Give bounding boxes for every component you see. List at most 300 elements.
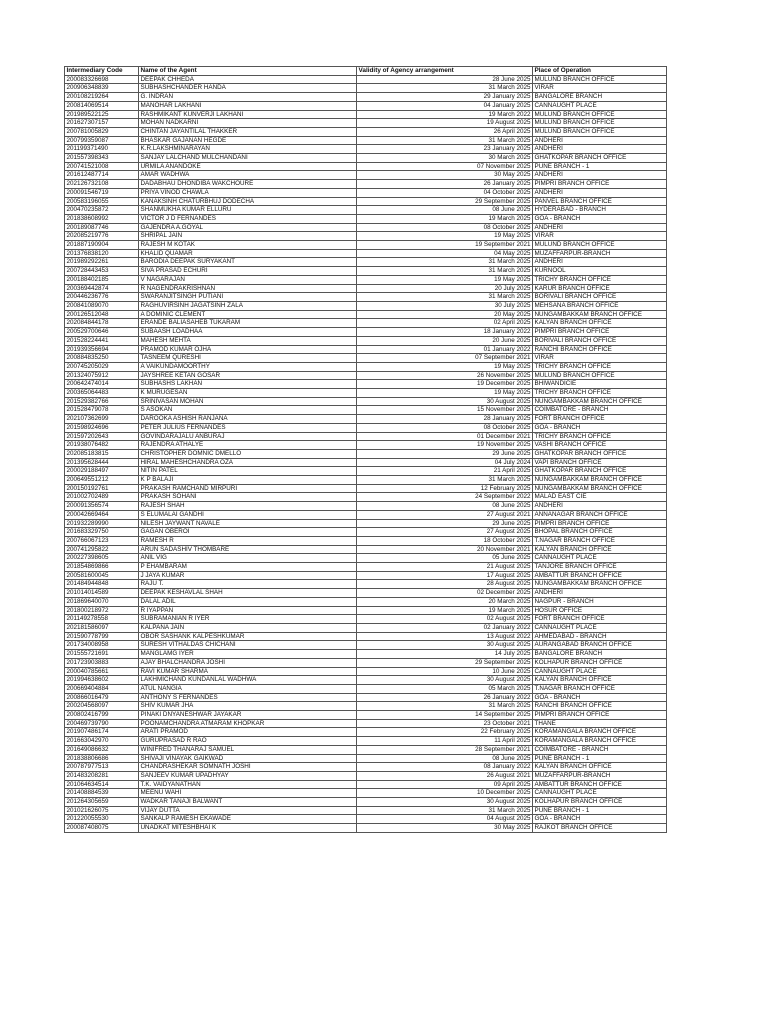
place-of-operation-cell: MULUND BRANCH OFFICE (533, 75, 667, 84)
intermediary-code-cell: 200581600045 (65, 571, 139, 580)
agent-name-cell: KANAKSINH CHATURBHUJ DODECHA (139, 197, 357, 206)
intermediary-code-cell: 201800218972 (65, 606, 139, 615)
intermediary-code-cell: 200188402185 (65, 275, 139, 284)
table-row (65, 119, 667, 128)
agent-name-cell: A VAIKUNDAMOORTHY (139, 362, 357, 371)
table-row (65, 415, 667, 424)
table-row (65, 214, 667, 223)
place-of-operation-cell: KALYAN BRANCH OFFICE (533, 763, 667, 772)
place-of-operation-cell: COIMBATORE - BRANCH (533, 745, 667, 754)
table-row (65, 336, 667, 345)
table-row (65, 737, 667, 746)
table-row (65, 545, 667, 554)
agent-name-cell: ARUN SADASHIV THOMBARE (139, 545, 357, 554)
place-of-operation-cell: TRICHY BRANCH OFFICE (533, 432, 667, 441)
table-row (65, 624, 667, 633)
table-row (65, 658, 667, 667)
validity-cell: 01 December 2021 (357, 432, 533, 441)
validity-cell: 29 September 2025 (357, 658, 533, 667)
agent-name-cell: SRINIVASAN MOHAN (139, 397, 357, 406)
agent-name-cell: KHALID QUAMAR (139, 249, 357, 258)
table-row (65, 223, 667, 232)
table-row (65, 606, 667, 615)
place-of-operation-cell: KORAMANGALA BRANCH OFFICE (533, 737, 667, 746)
place-of-operation-cell: ANDHERI (533, 502, 667, 511)
header-validity: Validity of Agency arrangement (357, 67, 533, 76)
validity-cell: 04 May 2025 (357, 249, 533, 258)
place-of-operation-cell: KOLHAPUR BRANCH OFFICE (533, 658, 667, 667)
place-of-operation-cell: BHOPAL BRANCH OFFICE (533, 528, 667, 537)
table-row (65, 93, 667, 102)
table-row (65, 354, 667, 363)
intermediary-code-cell: 201612487714 (65, 171, 139, 180)
agent-name-cell: SHANMUKHA KUMAR ELLURU (139, 206, 357, 215)
place-of-operation-cell: KOLHAPUR BRANCH OFFICE (533, 798, 667, 807)
agent-name-cell: SUBAASH LOADHAA (139, 328, 357, 337)
validity-cell: 08 June 2025 (357, 502, 533, 511)
validity-cell: 19 May 2025 (357, 389, 533, 398)
validity-cell: 29 September 2025 (357, 197, 533, 206)
validity-cell: 31 March 2025 (357, 476, 533, 485)
validity-cell: 04 July 2024 (357, 458, 533, 467)
table-row (65, 75, 667, 84)
intermediary-code-cell: 201264305659 (65, 798, 139, 807)
table-row (65, 615, 667, 624)
header-agent-name: Name of the Agent (139, 67, 357, 76)
place-of-operation-cell: TRICHY BRANCH OFFICE (533, 389, 667, 398)
place-of-operation-cell: TRICHY BRANCH OFFICE (533, 362, 667, 371)
place-of-operation-cell: MULUND BRANCH OFFICE (533, 110, 667, 119)
validity-cell: 28 September 2021 (357, 745, 533, 754)
intermediary-code-cell: 201064634514 (65, 780, 139, 789)
intermediary-code-cell: 201002702489 (65, 493, 139, 502)
table-row (65, 188, 667, 197)
agent-name-cell: PINAKI DNYANESHWAR JAYAKAR (139, 711, 357, 720)
intermediary-code-cell: 200745205029 (65, 362, 139, 371)
table-row (65, 771, 667, 780)
table-row (65, 467, 667, 476)
validity-cell: 19 December 2025 (357, 380, 533, 389)
intermediary-code-cell: 201887190904 (65, 241, 139, 250)
table-row (65, 197, 667, 206)
table-row (65, 458, 667, 467)
agent-table (64, 66, 667, 833)
intermediary-code-cell: 201014014589 (65, 589, 139, 598)
validity-cell: 23 January 2025 (357, 145, 533, 154)
validity-cell: 30 August 2025 (357, 397, 533, 406)
intermediary-code-cell: 200642474014 (65, 380, 139, 389)
validity-cell: 26 November 2025 (357, 371, 533, 380)
validity-cell: 05 March 2025 (357, 684, 533, 693)
agent-name-cell: URMILA ANANDOKE (139, 162, 357, 171)
intermediary-code-cell: 201683329750 (65, 528, 139, 537)
intermediary-code-cell: 202084844178 (65, 319, 139, 328)
agent-name-cell: OBOR SASHANK KALPESHKUMAR (139, 632, 357, 641)
table-row (65, 136, 667, 145)
validity-cell: 28 January 2025 (357, 415, 533, 424)
intermediary-code-cell: 201627307157 (65, 119, 139, 128)
intermediary-code-cell: 202085219776 (65, 232, 139, 241)
table-row (65, 484, 667, 493)
place-of-operation-cell: ANDHERI (533, 145, 667, 154)
agent-name-cell: CHINTAN JAYANTILAL THAKKER (139, 127, 357, 136)
intermediary-code-cell: 200766067123 (65, 536, 139, 545)
intermediary-code-cell: 200787977513 (65, 763, 139, 772)
table-row (65, 650, 667, 659)
table-row (65, 493, 667, 502)
table-row (65, 563, 667, 572)
place-of-operation-cell: ANDHERI (533, 188, 667, 197)
table-row (65, 476, 667, 485)
validity-cell: 14 September 2025 (357, 711, 533, 720)
intermediary-code-cell: 200799359087 (65, 136, 139, 145)
agent-name-cell: TASNEEM QURESHI (139, 354, 357, 363)
agent-name-cell: CHRISTOPHER DOMNIC DMELLO (139, 449, 357, 458)
intermediary-code-cell: 201723903883 (65, 658, 139, 667)
intermediary-code-cell: 202181586097 (65, 624, 139, 633)
validity-cell: 10 June 2025 (357, 667, 533, 676)
table-row (65, 519, 667, 528)
agent-name-cell: K.R.LAKSHMINARAYAN (139, 145, 357, 154)
agent-name-cell: SHRIPAL JAIN (139, 232, 357, 241)
place-of-operation-cell: PUNE BRANCH - 1 (533, 162, 667, 171)
agent-name-cell: V NAGARAJAN (139, 275, 357, 284)
intermediary-code-cell: 201395628444 (65, 458, 139, 467)
place-of-operation-cell: ANDHERI (533, 223, 667, 232)
intermediary-code-cell: 201529382766 (65, 397, 139, 406)
place-of-operation-cell: GOA - BRANCH (533, 815, 667, 824)
header-row (65, 67, 667, 76)
agent-name-cell: AJAY BHALCHANDRA JOSHI (139, 658, 357, 667)
place-of-operation-cell: GHATKOPAR BRANCH OFFICE (533, 154, 667, 163)
agent-name-cell: DADABHAU DHONDIBA WAKCHOURE (139, 180, 357, 189)
intermediary-code-cell: 200365064483 (65, 389, 139, 398)
agent-name-cell: P EHAMBARAM (139, 563, 357, 572)
validity-cell: 20 May 2025 (357, 310, 533, 319)
validity-cell: 24 September 2022 (357, 493, 533, 502)
agent-name-cell: ARATI PRAMOD (139, 728, 357, 737)
validity-cell: 30 May 2025 (357, 824, 533, 833)
agent-name-cell: RAJU T. (139, 580, 357, 589)
agent-name-cell: CHANDRASHEKAR SOMNATH JOSHI (139, 763, 357, 772)
agent-name-cell: RAJESH SHAH (139, 502, 357, 511)
table-row (65, 676, 667, 685)
place-of-operation-cell: MULUND BRANCH OFFICE (533, 241, 667, 250)
place-of-operation-cell: KORAMANGALA BRANCH OFFICE (533, 728, 667, 737)
validity-cell: 26 April 2025 (357, 127, 533, 136)
validity-cell: 28 June 2025 (357, 75, 533, 84)
place-of-operation-cell: VIRAR (533, 354, 667, 363)
table-row (65, 449, 667, 458)
table-row (65, 423, 667, 432)
intermediary-code-cell: 200042669464 (65, 510, 139, 519)
place-of-operation-cell: TRICHY BRANCH OFFICE (533, 275, 667, 284)
table-row (65, 571, 667, 580)
agent-name-cell: MEENU WAHI (139, 789, 357, 798)
validity-cell: 19 August 2025 (357, 119, 533, 128)
intermediary-code-cell: 200884835250 (65, 354, 139, 363)
agent-name-cell: LAKHMICHAND KUNDANLAL WADHWA (139, 676, 357, 685)
agent-name-cell: DEEPAK KESHAVLAL SHAH (139, 589, 357, 598)
agent-name-cell: RASHMIKANT KUNVERJI LAKHANI (139, 110, 357, 119)
intermediary-code-cell: 201838608992 (65, 214, 139, 223)
agent-name-cell: DEEPAK CHHEDA (139, 75, 357, 84)
validity-cell: 20 July 2025 (357, 284, 533, 293)
validity-cell: 11 April 2025 (357, 737, 533, 746)
validity-cell: 01 January 2022 (357, 345, 533, 354)
validity-cell: 19 May 2025 (357, 362, 533, 371)
place-of-operation-cell: ANDHERI (533, 589, 667, 598)
place-of-operation-cell: FORT BRANCH OFFICE (533, 615, 667, 624)
intermediary-code-cell: 201021626075 (65, 806, 139, 815)
table-row (65, 293, 667, 302)
table-row (65, 824, 667, 833)
place-of-operation-cell: THANE (533, 719, 667, 728)
validity-cell: 19 September 2021 (357, 241, 533, 250)
agent-name-cell: SANJEEV KUMAR UPADHYAY (139, 771, 357, 780)
validity-cell: 02 April 2025 (357, 319, 533, 328)
intermediary-code-cell: 200108219264 (65, 93, 139, 102)
table-row (65, 589, 667, 598)
validity-cell: 13 August 2022 (357, 632, 533, 641)
place-of-operation-cell: ANDHERI (533, 136, 667, 145)
intermediary-code-cell: 200469739790 (65, 719, 139, 728)
table-row (65, 798, 667, 807)
intermediary-code-cell: 200781005829 (65, 127, 139, 136)
validity-cell: 10 December 2025 (357, 789, 533, 798)
place-of-operation-cell: AHMEDABAD - BRANCH (533, 632, 667, 641)
agent-name-cell: RAJENDRA ATHALYE (139, 441, 357, 450)
table-row (65, 380, 667, 389)
agent-name-cell: R IYAPPAN (139, 606, 357, 615)
validity-cell: 18 October 2025 (357, 536, 533, 545)
agent-name-cell: G. INDRAN (139, 93, 357, 102)
validity-cell: 19 March 2025 (357, 606, 533, 615)
table-row (65, 754, 667, 763)
table-row (65, 789, 667, 798)
validity-cell: 31 March 2025 (357, 136, 533, 145)
validity-cell: 31 March 2025 (357, 258, 533, 267)
intermediary-code-cell: 201994638602 (65, 676, 139, 685)
table-row (65, 258, 667, 267)
validity-cell: 20 June 2025 (357, 336, 533, 345)
place-of-operation-cell: CANNAUGHT PLACE (533, 101, 667, 110)
agent-name-cell: DALAL ADIL (139, 597, 357, 606)
agent-name-cell: SIVA PRASAD ECHURI (139, 267, 357, 276)
validity-cell: 07 September 2021 (357, 354, 533, 363)
agent-name-cell: UNADKAT MITESHBHAI K (139, 824, 357, 833)
intermediary-code-cell: 200083326698 (65, 75, 139, 84)
validity-cell: 04 October 2025 (357, 188, 533, 197)
validity-cell: 28 August 2025 (357, 580, 533, 589)
place-of-operation-cell: NUNGAMBAKKAM BRANCH OFFICE (533, 580, 667, 589)
intermediary-code-cell: 200040785661 (65, 667, 139, 676)
table-row (65, 406, 667, 415)
table-row (65, 180, 667, 189)
validity-cell: 21 August 2025 (357, 563, 533, 572)
place-of-operation-cell: MULUND BRANCH OFFICE (533, 127, 667, 136)
table-row (65, 667, 667, 676)
validity-cell: 17 August 2025 (357, 571, 533, 580)
validity-cell: 31 March 2025 (357, 267, 533, 276)
validity-cell: 08 October 2025 (357, 223, 533, 232)
agent-name-cell: MANGLAMG IYER (139, 650, 357, 659)
place-of-operation-cell: GOA - BRANCH (533, 214, 667, 223)
agent-name-cell: WINIFRED THANARAJ SAMUEL (139, 745, 357, 754)
intermediary-code-cell: 200087408075 (65, 824, 139, 833)
intermediary-code-cell: 200369442874 (65, 284, 139, 293)
intermediary-code-cell: 200091356574 (65, 502, 139, 511)
table-row (65, 101, 667, 110)
intermediary-code-cell: 201838806686 (65, 754, 139, 763)
table-row (65, 580, 667, 589)
intermediary-code-cell: 201649086632 (65, 745, 139, 754)
agent-name-cell: RAMESH R (139, 536, 357, 545)
place-of-operation-cell: ANDHERI (533, 258, 667, 267)
intermediary-code-cell: 201408884539 (65, 789, 139, 798)
agent-name-cell: WADKAR TANAJI BALWANT (139, 798, 357, 807)
place-of-operation-cell: COIMBATORE - BRANCH (533, 406, 667, 415)
agent-name-cell: J JAYA KUMAR (139, 571, 357, 580)
intermediary-code-cell: 201663042970 (65, 737, 139, 746)
agent-name-cell: ANTHONY S FERNANDES (139, 693, 357, 702)
place-of-operation-cell: VAPI BRANCH OFFICE (533, 458, 667, 467)
table-row (65, 780, 667, 789)
validity-cell: 20 November 2021 (357, 545, 533, 554)
validity-cell: 09 April 2025 (357, 780, 533, 789)
validity-cell: 30 July 2025 (357, 301, 533, 310)
agent-name-cell: ERANDE BALIASAHEB TUKARAM (139, 319, 357, 328)
intermediary-code-cell: 201528479078 (65, 406, 139, 415)
validity-cell: 22 February 2025 (357, 728, 533, 737)
agent-name-cell: NILESH JAYWANT NAVALE (139, 519, 357, 528)
intermediary-code-cell: 200529700646 (65, 328, 139, 337)
intermediary-code-cell: 200150192761 (65, 484, 139, 493)
validity-cell: 23 October 2021 (357, 719, 533, 728)
header-intermediary-code: Intermediary Code (65, 67, 139, 76)
validity-cell: 31 March 2025 (357, 806, 533, 815)
place-of-operation-cell: ANNANAGAR BRANCH OFFICE (533, 510, 667, 519)
place-of-operation-cell: HOSUR OFFICE (533, 606, 667, 615)
agent-name-cell: SHIVAJI VINAYAK GAIKWAD (139, 754, 357, 763)
table-row (65, 502, 667, 511)
header-place-of-operation: Place of Operation (533, 67, 667, 76)
agent-name-cell: RAGHUVIRSINH JAGATSINH ZALA (139, 301, 357, 310)
place-of-operation-cell: NUNGAMBAKKAM BRANCH OFFICE (533, 310, 667, 319)
agent-name-cell: SURESH VITHALDAS CHICHANI (139, 641, 357, 650)
place-of-operation-cell: NAGPUR - BRANCH (533, 597, 667, 606)
intermediary-code-cell: 200669404884 (65, 684, 139, 693)
table-row (65, 441, 667, 450)
agent-name-cell: VIJAY DUTTA (139, 806, 357, 815)
validity-cell: 12 February 2025 (357, 484, 533, 493)
agent-name-cell: POONAMCHANDRA ATMARAM KHOPKAR (139, 719, 357, 728)
place-of-operation-cell: KARUR BRANCH OFFICE (533, 284, 667, 293)
intermediary-code-cell: 200741295822 (65, 545, 139, 554)
place-of-operation-cell: AURANGABAD BRANCH OFFICE (533, 641, 667, 650)
place-of-operation-cell: PANVEL BRANCH OFFICE (533, 197, 667, 206)
intermediary-code-cell: 201590778799 (65, 632, 139, 641)
agent-name-cell: PETER JULIUS FERNANDES (139, 423, 357, 432)
place-of-operation-cell: PIMPRI BRANCH OFFICE (533, 180, 667, 189)
agent-name-cell: S ASOKAN (139, 406, 357, 415)
place-of-operation-cell: MULUND BRANCH OFFICE (533, 371, 667, 380)
table-row (65, 310, 667, 319)
intermediary-code-cell: 200741521008 (65, 162, 139, 171)
intermediary-code-cell: 201939356694 (65, 345, 139, 354)
table-row (65, 536, 667, 545)
table-row (65, 806, 667, 815)
place-of-operation-cell: TANJORE BRANCH OFFICE (533, 563, 667, 572)
intermediary-code-cell: 200866016479 (65, 693, 139, 702)
table-row (65, 693, 667, 702)
place-of-operation-cell: NUNGAMBAKKAM BRANCH OFFICE (533, 476, 667, 485)
validity-cell: 30 May 2025 (357, 171, 533, 180)
intermediary-code-cell: 201734008958 (65, 641, 139, 650)
agent-name-cell: SUBHASHCHANDER HANDA (139, 84, 357, 93)
agent-name-cell: GAJENDRA A.GOYAL (139, 223, 357, 232)
intermediary-code-cell: 201149278558 (65, 615, 139, 624)
place-of-operation-cell: AMBATTUR BRANCH OFFICE (533, 571, 667, 580)
validity-cell: 07 November 2025 (357, 162, 533, 171)
place-of-operation-cell: BANGALORE BRANCH (533, 93, 667, 102)
intermediary-code-cell: 201528224441 (65, 336, 139, 345)
agent-name-cell: KALPANA JAIN (139, 624, 357, 633)
intermediary-code-cell: 202085183815 (65, 449, 139, 458)
validity-cell: 08 June 2025 (357, 754, 533, 763)
table-row (65, 389, 667, 398)
intermediary-code-cell: 200126512048 (65, 310, 139, 319)
place-of-operation-cell: NUNGAMBAKKAM BRANCH OFFICE (533, 397, 667, 406)
agent-name-cell: PRIYA VINOD CHAWLA (139, 188, 357, 197)
place-of-operation-cell: MEHSANA BRANCH OFFICE (533, 301, 667, 310)
intermediary-code-cell: 201324075912 (65, 371, 139, 380)
place-of-operation-cell: VIRAR (533, 84, 667, 93)
place-of-operation-cell: MUZAFFARPUR-BRANCH (533, 249, 667, 258)
validity-cell: 04 August 2025 (357, 815, 533, 824)
agent-name-cell: VICTOR J D FERNANDES (139, 214, 357, 223)
table-row (65, 728, 667, 737)
validity-cell: 05 June 2025 (357, 554, 533, 563)
validity-cell: 31 March 2025 (357, 702, 533, 711)
place-of-operation-cell: KURNOOL (533, 267, 667, 276)
place-of-operation-cell: GOA - BRANCH (533, 423, 667, 432)
intermediary-code-cell: 200446236776 (65, 293, 139, 302)
place-of-operation-cell: KALYAN BRANCH OFFICE (533, 545, 667, 554)
validity-cell: 31 March 2025 (357, 84, 533, 93)
place-of-operation-cell: BANGALORE BRANCH (533, 650, 667, 659)
place-of-operation-cell: PIMPRI BRANCH OFFICE (533, 328, 667, 337)
agent-name-cell: MANOHAR LAKHANI (139, 101, 357, 110)
place-of-operation-cell: VASHI BRANCH OFFICE (533, 441, 667, 450)
intermediary-code-cell: 201483208281 (65, 771, 139, 780)
intermediary-code-cell: 200029188497 (65, 467, 139, 476)
agent-name-cell: ATUL NANGIA (139, 684, 357, 693)
table-row (65, 206, 667, 215)
table-row (65, 241, 667, 250)
validity-cell: 30 August 2025 (357, 798, 533, 807)
table-row (65, 597, 667, 606)
place-of-operation-cell: BORIVALI BRANCH OFFICE (533, 293, 667, 302)
place-of-operation-cell: GOA - BRANCH (533, 693, 667, 702)
agent-name-cell: MAHESH MEHTA (139, 336, 357, 345)
place-of-operation-cell: CANNAUGHT PLACE (533, 554, 667, 563)
validity-cell: 27 August 2021 (357, 510, 533, 519)
place-of-operation-cell: RAJKOT BRANCH OFFICE (533, 824, 667, 833)
agent-name-cell: HIRAL MAHESHCHANDRA OZA (139, 458, 357, 467)
table-row (65, 154, 667, 163)
validity-cell: 21 April 2025 (357, 467, 533, 476)
